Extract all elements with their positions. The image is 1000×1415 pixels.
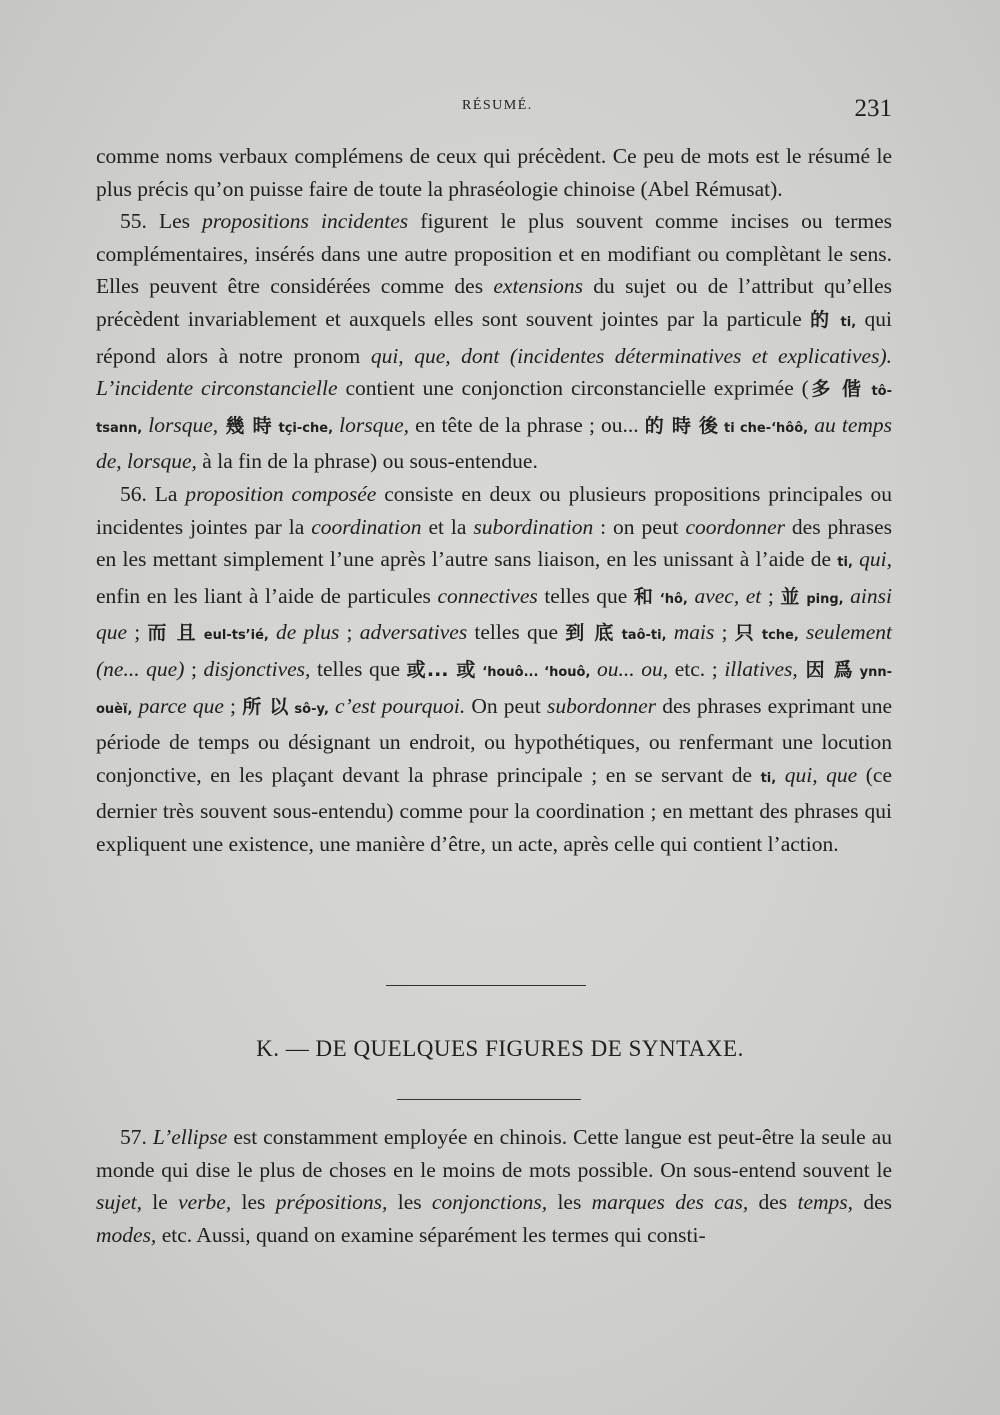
romanization: ‘hô, [654,591,688,607]
chinese-characters: 所 以 [242,695,290,718]
chinese-characters: 並 [780,585,801,608]
paragraph-57: 57. L’ellipse est constamment employée en chinois. Cette langue est peut-être la seule au monde qui dise le plus de choses en le moins de mots possible. On sous-entend souvent le sujet, le verbe, les prépositions, les conjonctions, les marques des cas, des temps, des modes, etc. Aussi, quand on examine séparément les termes qui consti- [96,1125,892,1247]
romanization: ynn-ouèï, [96,664,892,717]
chinese-characters: 因 爲 [797,658,854,681]
chinese-characters: 只 [734,622,756,645]
romanization: sô-y, [289,701,329,717]
paragraph-54-continuation: comme noms verbaux complémens de ceux qui précèdent. Ce peu de mots est le résumé le plus précis qu’on puisse faire de toute la phraséologie chinoise (Abel Rémusat). [96,144,892,201]
paragraph-56: 56. La proposition composée consiste en deux ou plusieurs propositions principales ou incidentes jointes par la coordination et la subordination : on peut coordonner des phrases en les mettant simplement l’une après l’autre sans liaison, en les unissant à l’aide de ti, qui, enfin en les liant à l’aide de particules connectives telles que 和 ‘hô, avec, et ; 並 ping, ainsi que ; 而 且 eul-ts’ié, de plus ; adversatives telles que 到 底 taô-ti, mais ; 只 tche, seulement (ne... que) ; disjonctives, telles que 或... 或 ‘houô... ‘houô, ou... ou, etc. ; illatives, 因 爲 ynn-ouèï, parce que ; 所 以 sô-y, c’est pourquoi. On peut subordonner des phrases exprimant une période de temps ou désignant un endroit, ou hypothétiques, ou renfermant une locution conjonctive, en les plaçant devant la phrase principale ; en se servant de ti, qui, que (ce dernier très souvent sous-entendu) comme pour la coordination ; en mettant des phrases qui expliquent une existence, une manière d’être, un acte, après celle qui contient l’action. [96,481,892,856]
romanization: ti, [840,314,857,330]
chinese-characters: 到 底 [565,622,616,645]
romanization: ti, [837,555,853,571]
chinese-characters: 或... 或 [406,658,477,681]
romanization: taô-ti, [615,628,667,644]
romanization: ping, [800,591,844,607]
romanization: ti che-‘hôô, [718,420,809,436]
chinese-characters: 的 [810,308,833,331]
romanization: tô-tsann, [96,384,892,436]
body-text-lower [96,1121,892,1251]
chinese-characters: 和 [633,585,655,608]
chinese-characters: 多 偕 [808,378,864,401]
page-number: 231 [854,95,892,122]
running-head: RÉSUMÉ. [462,98,533,113]
romanization: eul-ts’ié, [197,628,269,644]
romanization: tche, [755,628,799,644]
section-divider-top [386,985,586,986]
chinese-characters: 而 且 [147,622,198,645]
romanization: tçi-che, [278,420,334,436]
romanization: ‘houô... ‘houô, [476,664,591,680]
chinese-characters: 的 時 後 [644,414,719,437]
section-divider-bottom [397,1099,581,1100]
paragraph-55: 55. Les propositions incidentes figurent le plus souvent comme incises ou termes complémentaires, insérés dans une autre proposition et en modifiant ou complètant le sens. Elles peuvent être considérées comme des extensions du sujet ou de l’attribut qu’elles précèdent invariablement et auxquels elles sont souvent jointes par la particule 的 ti, qui répond alors à notre pronom qui, que, dont (incidentes déterminatives et explicatives). L’incidente circonstancielle contient une conjonction circonstancielle exprimée (多 偕 tô-tsann, lorsque, 幾 時 tçi-che, lorsque, en tête de la phrase ; ou... 的 時 後 ti che-‘hôô, au temps de, lorsque, à la fin de la phrase) ou sous-entendue. [96,209,893,474]
body-text-upper [96,140,892,860]
chinese-characters: 幾 時 [218,414,273,437]
section-heading: K. — DE QUELQUES FIGURES DE SYNTAXE. [256,1036,744,1061]
romanization: ti, [760,770,777,786]
